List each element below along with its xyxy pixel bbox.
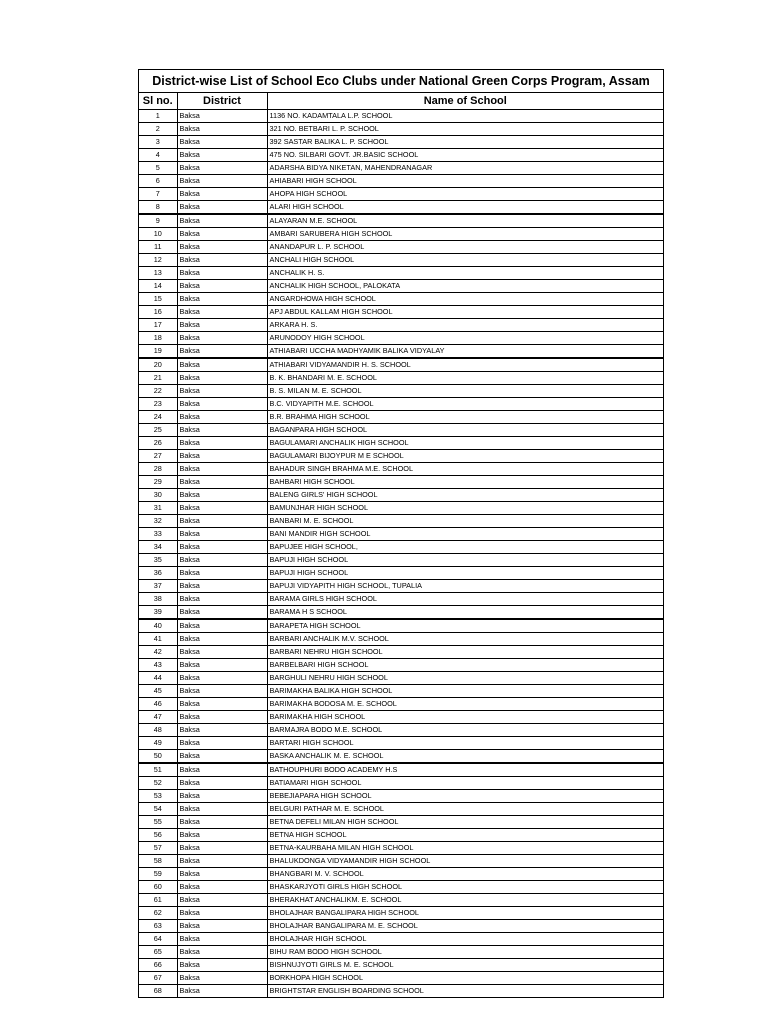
sl-no-cell: 59: [139, 868, 177, 881]
sl-no-cell: 42: [139, 646, 177, 659]
district-cell: Baksa: [177, 567, 267, 580]
district-cell: Baksa: [177, 777, 267, 790]
sl-no-cell: 9: [139, 214, 177, 228]
sl-no-cell: 48: [139, 724, 177, 737]
school-name-cell: BAGULAMARI ANCHALIK HIGH SCHOOL: [267, 437, 663, 450]
district-cell: Baksa: [177, 750, 267, 764]
school-name-cell: ANCHALIK HIGH SCHOOL, PALOKATA: [267, 280, 663, 293]
school-name-cell: 392 SASTAR BALIKA L. P. SCHOOL: [267, 136, 663, 149]
school-name-cell: 1136 NO. KADAMTALA L.P. SCHOOL: [267, 110, 663, 123]
sl-no-cell: 36: [139, 567, 177, 580]
sl-no-cell: 46: [139, 698, 177, 711]
sl-no-cell: 30: [139, 489, 177, 502]
sl-no-cell: 16: [139, 306, 177, 319]
table-row: [139, 685, 663, 698]
school-name-cell: BARGHULI NEHRU HIGH SCHOOL: [267, 672, 663, 685]
school-name-cell: BAPUJEE HIGH SCHOOL,: [267, 541, 663, 554]
sl-no-cell: 23: [139, 398, 177, 411]
school-name-cell: BAHBARI HIGH SCHOOL: [267, 476, 663, 489]
table-row: [139, 228, 663, 241]
table-row: [139, 737, 663, 750]
sl-no-cell: 25: [139, 424, 177, 437]
sl-no-cell: 3: [139, 136, 177, 149]
district-cell: Baksa: [177, 829, 267, 842]
sl-no-cell: 10: [139, 228, 177, 241]
table-row: [139, 803, 663, 816]
table-row: [139, 424, 663, 437]
table-row: [139, 188, 663, 201]
table-row: [139, 254, 663, 267]
district-cell: Baksa: [177, 188, 267, 201]
district-cell: Baksa: [177, 280, 267, 293]
district-cell: Baksa: [177, 411, 267, 424]
table-row: [139, 541, 663, 554]
sl-no-cell: 47: [139, 711, 177, 724]
school-name-cell: B.C. VIDYAPITH M.E. SCHOOL: [267, 398, 663, 411]
district-cell: Baksa: [177, 868, 267, 881]
district-cell: Baksa: [177, 907, 267, 920]
sl-no-cell: 29: [139, 476, 177, 489]
school-name-cell: BORKHOPA HIGH SCHOOL: [267, 972, 663, 985]
sl-no-cell: 14: [139, 280, 177, 293]
table-row: [139, 619, 663, 633]
table-row: [139, 920, 663, 933]
sl-no-cell: 67: [139, 972, 177, 985]
district-cell: Baksa: [177, 816, 267, 829]
table-row: [139, 972, 663, 985]
school-name-cell: BETNA-KAURBAHA MILAN HIGH SCHOOL: [267, 842, 663, 855]
table-row: [139, 672, 663, 685]
table-row: [139, 136, 663, 149]
sl-no-cell: 58: [139, 855, 177, 868]
sl-no-cell: 33: [139, 528, 177, 541]
table-row: [139, 437, 663, 450]
school-name-cell: BALENG GIRLS' HIGH SCHOOL: [267, 489, 663, 502]
district-cell: Baksa: [177, 541, 267, 554]
district-cell: Baksa: [177, 149, 267, 162]
sl-no-cell: 6: [139, 175, 177, 188]
district-cell: Baksa: [177, 685, 267, 698]
table-row: [139, 868, 663, 881]
page-title: District-wise List of School Eco Clubs under National Green Corps Program, Assam: [139, 70, 663, 93]
sl-no-cell: 17: [139, 319, 177, 332]
table-row: [139, 123, 663, 136]
school-name-cell: BHANGBARI M. V. SCHOOL: [267, 868, 663, 881]
sl-no-cell: 1: [139, 110, 177, 123]
sl-no-cell: 2: [139, 123, 177, 136]
district-cell: Baksa: [177, 372, 267, 385]
table-row: [139, 763, 663, 777]
district-cell: Baksa: [177, 711, 267, 724]
table-row: [139, 411, 663, 424]
table-row: [139, 711, 663, 724]
school-name-cell: BAHADUR SINGH BRAHMA M.E. SCHOOL: [267, 463, 663, 476]
district-cell: Baksa: [177, 946, 267, 959]
sl-no-cell: 51: [139, 763, 177, 777]
school-name-cell: APJ ABDUL KALLAM HIGH SCHOOL: [267, 306, 663, 319]
table-row: [139, 633, 663, 646]
district-cell: Baksa: [177, 646, 267, 659]
district-cell: Baksa: [177, 385, 267, 398]
table-row: [139, 332, 663, 345]
sl-no-cell: 61: [139, 894, 177, 907]
school-name-cell: 475 NO. SILBARI GOVT. JR.BASIC SCHOOL: [267, 149, 663, 162]
school-name-cell: BARAMA GIRLS HIGH SCHOOL: [267, 593, 663, 606]
district-cell: Baksa: [177, 659, 267, 672]
school-name-cell: BAGANPARA HIGH SCHOOL: [267, 424, 663, 437]
column-header-district: District: [177, 93, 267, 110]
sl-no-cell: 13: [139, 267, 177, 280]
table-body: [139, 110, 663, 998]
table-row: [139, 907, 663, 920]
school-name-cell: BATIAMARI HIGH SCHOOL: [267, 777, 663, 790]
table-row: [139, 385, 663, 398]
school-name-cell: BAPUJI HIGH SCHOOL: [267, 567, 663, 580]
table-row: [139, 580, 663, 593]
table-row: [139, 463, 663, 476]
table-row: [139, 162, 663, 175]
sl-no-cell: 68: [139, 985, 177, 998]
school-name-cell: BARIMAKHA HIGH SCHOOL: [267, 711, 663, 724]
district-cell: Baksa: [177, 724, 267, 737]
district-cell: Baksa: [177, 398, 267, 411]
school-name-cell: BELGURI PATHAR M. E. SCHOOL: [267, 803, 663, 816]
table-row: [139, 959, 663, 972]
district-cell: Baksa: [177, 894, 267, 907]
table-row: [139, 372, 663, 385]
sl-no-cell: 19: [139, 345, 177, 359]
column-header-sl-no: Sl no.: [139, 93, 177, 110]
school-name-cell: B. K. BHANDARI M. E. SCHOOL: [267, 372, 663, 385]
district-cell: Baksa: [177, 959, 267, 972]
table-row: [139, 659, 663, 672]
school-name-cell: BARBELBARI HIGH SCHOOL: [267, 659, 663, 672]
school-name-cell: BRIGHTSTAR ENGLISH BOARDING SCHOOL: [269, 986, 424, 995]
school-name-cell: BAPUJI HIGH SCHOOL: [267, 554, 663, 567]
school-name-cell: BANI MANDIR HIGH SCHOOL: [267, 528, 663, 541]
table-row: [139, 646, 663, 659]
district-cell: Baksa: [177, 123, 267, 136]
sl-no-cell: 39: [139, 606, 177, 620]
district-cell: Baksa: [177, 358, 267, 372]
school-name-cell: BARBARI ANCHALIK M.V. SCHOOL: [267, 633, 663, 646]
district-cell: Baksa: [177, 228, 267, 241]
sl-no-cell: 63: [139, 920, 177, 933]
district-cell: Baksa: [177, 842, 267, 855]
table-row: [139, 476, 663, 489]
sl-no-cell: 22: [139, 385, 177, 398]
sl-no-cell: 27: [139, 450, 177, 463]
district-cell: Baksa: [177, 698, 267, 711]
school-name-cell: BHALUKDONGA VIDYAMANDIR HIGH SCHOOL: [267, 855, 663, 868]
table-row: [139, 241, 663, 254]
school-name-cell: B.R. BRAHMA HIGH SCHOOL: [267, 411, 663, 424]
sl-no-cell: 56: [139, 829, 177, 842]
school-name-cell: BASKA ANCHALIK M. E. SCHOOL: [267, 750, 663, 764]
school-name-cell: ATHIABARI VIDYAMANDIR H. S. SCHOOL: [267, 358, 663, 372]
school-name-cell: BATHOUPHURI BODO ACADEMY H.S: [267, 763, 663, 777]
sl-no-cell: 21: [139, 372, 177, 385]
school-name-cell: BIHU RAM BODO HIGH SCHOOL: [267, 946, 663, 959]
district-cell: Baksa: [177, 933, 267, 946]
district-cell: Baksa: [177, 489, 267, 502]
table-row: [139, 110, 663, 123]
school-name-cell: ANCHALI HIGH SCHOOL: [267, 254, 663, 267]
district-cell: Baksa: [177, 162, 267, 175]
school-name-cell: B. S. MILAN M. E. SCHOOL: [267, 385, 663, 398]
sl-no-cell: 54: [139, 803, 177, 816]
school-name-cell: BARAMA H S SCHOOL: [267, 606, 663, 620]
table-row: [139, 790, 663, 803]
district-cell: Baksa: [177, 763, 267, 777]
column-header-school-name: Name of School: [267, 93, 663, 110]
district-cell: Baksa: [177, 515, 267, 528]
school-name-cell: BETNA DEFELI MILAN HIGH SCHOOL: [267, 816, 663, 829]
school-name-cell: BHASKARJYOTI GIRLS HIGH SCHOOL: [267, 881, 663, 894]
district-cell: Baksa: [177, 437, 267, 450]
school-name-cell: ALAYARAN M.E. SCHOOL: [267, 214, 663, 228]
sl-no-cell: 62: [139, 907, 177, 920]
school-name-cell: BAPUJI VIDYAPITH HIGH SCHOOL, TUPALIA: [267, 580, 663, 593]
district-cell: Baksa: [177, 985, 267, 998]
school-name-cell: BEBEJIAPARA HIGH SCHOOL: [267, 790, 663, 803]
sl-no-cell: 20: [139, 358, 177, 372]
district-cell: Baksa: [177, 855, 267, 868]
table-row: [139, 201, 663, 215]
sl-no-cell: 66: [139, 959, 177, 972]
sl-no-cell: 65: [139, 946, 177, 959]
district-cell: Baksa: [177, 450, 267, 463]
sl-no-cell: 11: [139, 241, 177, 254]
sl-no-cell: 31: [139, 502, 177, 515]
sl-no-cell: 49: [139, 737, 177, 750]
district-cell: Baksa: [177, 241, 267, 254]
district-cell: Baksa: [177, 463, 267, 476]
district-cell: Baksa: [177, 593, 267, 606]
district-cell: Baksa: [177, 345, 267, 359]
district-cell: Baksa: [177, 136, 267, 149]
sl-no-cell: 8: [139, 201, 177, 215]
table-row: [139, 933, 663, 946]
district-cell: Baksa: [177, 201, 267, 215]
table-row: [139, 149, 663, 162]
sl-no-cell: 15: [139, 293, 177, 306]
school-name-cell: ATHIABARI UCCHA MADHYAMIK BALIKA VIDYALAY: [267, 345, 663, 359]
table-row: [139, 358, 663, 372]
table-row: [139, 398, 663, 411]
district-cell: Baksa: [177, 881, 267, 894]
table-row: [139, 567, 663, 580]
district-cell: Baksa: [177, 554, 267, 567]
school-name-cell: ANANDAPUR L. P. SCHOOL: [267, 241, 663, 254]
table-row: [139, 450, 663, 463]
table-row: [139, 515, 663, 528]
school-name-cell: ALARI HIGH SCHOOL: [267, 201, 663, 215]
school-name-cell: ADARSHA BIDYA NIKETAN, MAHENDRANAGAR: [267, 162, 663, 175]
sl-no-cell: 50: [139, 750, 177, 764]
table-row: [139, 750, 663, 764]
district-cell: Baksa: [177, 737, 267, 750]
district-cell: Baksa: [177, 502, 267, 515]
table-row: [139, 829, 663, 842]
table-row: [139, 489, 663, 502]
school-name-cell: AMBARI SARUBERA HIGH SCHOOL: [267, 228, 663, 241]
school-name-cell: ANCHALIK H. S.: [267, 267, 663, 280]
sl-no-cell: 40: [139, 619, 177, 633]
school-name-cell: BHOLAJHAR HIGH SCHOOL: [267, 933, 663, 946]
school-list-sheet: [138, 69, 664, 998]
table-row: [139, 280, 663, 293]
sl-no-cell: 18: [139, 332, 177, 345]
school-name-cell: BHOLAJHAR BANGALIPARA M. E. SCHOOL: [267, 920, 663, 933]
district-cell: Baksa: [177, 214, 267, 228]
school-name-cell: AHIABARI HIGH SCHOOL: [267, 175, 663, 188]
sl-no-cell: 52: [139, 777, 177, 790]
sl-no-cell: 5: [139, 162, 177, 175]
school-name-cell: 321 NO. BETBARI L. P. SCHOOL: [267, 123, 663, 136]
district-cell: Baksa: [177, 110, 267, 123]
table-row: [139, 554, 663, 567]
sl-no-cell: 7: [139, 188, 177, 201]
table-row: [139, 345, 663, 359]
table-row: [139, 894, 663, 907]
sl-no-cell: 35: [139, 554, 177, 567]
table-row: [139, 777, 663, 790]
school-name-cell: ARUNODOY HIGH SCHOOL: [267, 332, 663, 345]
sl-no-cell: 44: [139, 672, 177, 685]
school-name-cell: BHOLAJHAR BANGALIPARA HIGH SCHOOL: [267, 907, 663, 920]
sl-no-cell: 24: [139, 411, 177, 424]
sl-no-cell: 55: [139, 816, 177, 829]
school-name-cell: BISHNUJYOTI GIRLS M. E. SCHOOL: [267, 959, 663, 972]
district-cell: Baksa: [177, 254, 267, 267]
sl-no-cell: 57: [139, 842, 177, 855]
district-cell: Baksa: [177, 920, 267, 933]
school-name-cell: ARKARA H. S.: [267, 319, 663, 332]
sl-no-cell: 4: [139, 149, 177, 162]
table-row: [139, 528, 663, 541]
sl-no-cell: 28: [139, 463, 177, 476]
table-row: [139, 319, 663, 332]
school-name-cell: BAMUNJHAR HIGH SCHOOL: [267, 502, 663, 515]
sl-no-cell: 53: [139, 790, 177, 803]
school-name-cell: ANGARDHOWA HIGH SCHOOL: [267, 293, 663, 306]
table-row: [139, 698, 663, 711]
sl-no-cell: 34: [139, 541, 177, 554]
district-cell: Baksa: [177, 293, 267, 306]
table-row: [139, 214, 663, 228]
table-row: [139, 593, 663, 606]
district-cell: Baksa: [177, 972, 267, 985]
table-row: [139, 842, 663, 855]
district-cell: Baksa: [177, 580, 267, 593]
school-name-cell: BETNA HIGH SCHOOL: [267, 829, 663, 842]
table-row: [139, 502, 663, 515]
sl-no-cell: 45: [139, 685, 177, 698]
school-name-cell: BHERAKHAT ANCHALIKM. E. SCHOOL: [267, 894, 663, 907]
district-cell: Baksa: [177, 633, 267, 646]
school-name-cell: BARAPETA HIGH SCHOOL: [267, 619, 663, 633]
sl-no-cell: 32: [139, 515, 177, 528]
district-cell: Baksa: [177, 790, 267, 803]
sl-no-cell: 60: [139, 881, 177, 894]
school-name-cell: AHOPA HIGH SCHOOL: [267, 188, 663, 201]
sl-no-cell: 26: [139, 437, 177, 450]
school-name-cell: BARIMAKHA BALIKA HIGH SCHOOL: [267, 685, 663, 698]
table-row: [139, 816, 663, 829]
sl-no-cell: 38: [139, 593, 177, 606]
school-name-cell: BAGULAMARI BIJOYPUR M E SCHOOL: [267, 450, 663, 463]
sl-no-cell: 12: [139, 254, 177, 267]
table-row: [139, 946, 663, 959]
table-row: [139, 881, 663, 894]
district-cell: Baksa: [177, 175, 267, 188]
school-name-cell: BANBARI M. E. SCHOOL: [267, 515, 663, 528]
district-cell: Baksa: [177, 306, 267, 319]
table-row: [139, 293, 663, 306]
table-row: [139, 724, 663, 737]
district-cell: Baksa: [177, 332, 267, 345]
district-cell: Baksa: [177, 476, 267, 489]
sl-no-cell: 37: [139, 580, 177, 593]
school-name-cell: BARMAJRA BODO M.E. SCHOOL: [267, 724, 663, 737]
table-row: [139, 306, 663, 319]
table-row: [139, 606, 663, 620]
school-name-cell: BARIMAKHA BODOSA M. E. SCHOOL: [267, 698, 663, 711]
school-name-cell: BARBARI NEHRU HIGH SCHOOL: [267, 646, 663, 659]
sl-no-cell: 64: [139, 933, 177, 946]
header-row: [139, 93, 663, 110]
table-row: [139, 267, 663, 280]
sl-no-cell: 41: [139, 633, 177, 646]
table-row: [139, 855, 663, 868]
district-cell: Baksa: [177, 319, 267, 332]
district-cell: Baksa: [177, 528, 267, 541]
table-row: [139, 175, 663, 188]
district-cell: Baksa: [177, 606, 267, 620]
district-cell: Baksa: [177, 672, 267, 685]
school-name-cell: BARTARI HIGH SCHOOL: [267, 737, 663, 750]
sl-no-cell: 43: [139, 659, 177, 672]
district-cell: Baksa: [177, 424, 267, 437]
table-row: [139, 985, 663, 998]
district-cell: Baksa: [177, 267, 267, 280]
school-table: [139, 93, 663, 997]
district-cell: Baksa: [177, 619, 267, 633]
district-cell: Baksa: [177, 803, 267, 816]
